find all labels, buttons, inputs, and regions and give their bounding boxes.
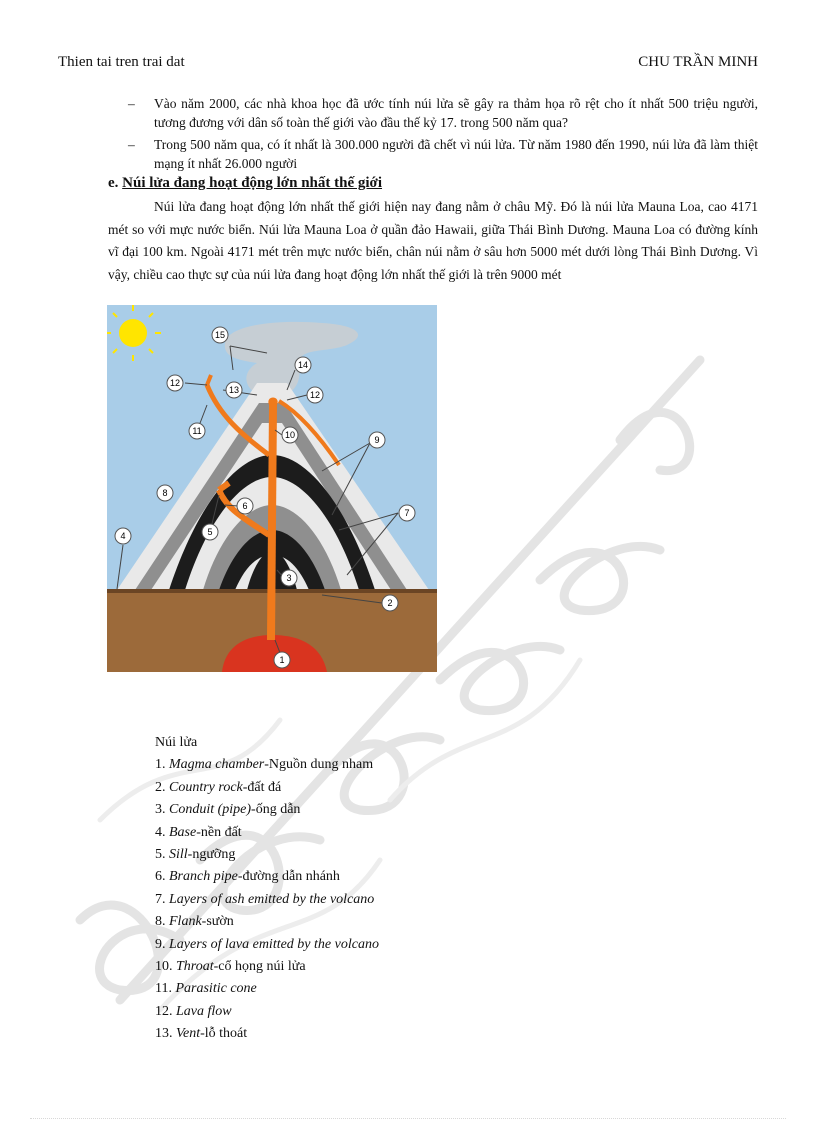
bullet-text: Vào năm 2000, các nhà khoa học đã ước tính núi lửa sẽ gây ra thảm họa rõ rệt cho ít nhất 500 triệu người, tương đương với dân số toàn thế giới vào đầu thế kỷ 17. trong 500 năm qua? — [154, 96, 758, 130]
label-14: 14 — [297, 360, 309, 370]
legend-item: 4. Base-nền đất — [155, 824, 242, 840]
callout-label — [167, 375, 183, 391]
legend-item: 9. Layers of lava emitted by the volcano — [155, 936, 379, 952]
legend-title: Núi lửa — [155, 735, 198, 750]
bullet-item — [108, 94, 758, 132]
header-left-title: Thien tai tren trai dat — [58, 54, 185, 70]
callout-label — [382, 595, 398, 611]
label-11: 11 — [192, 426, 202, 436]
callout-label — [157, 485, 173, 501]
label-2: 2 — [387, 598, 393, 608]
callout-label — [189, 423, 205, 439]
section-letter: e. — [108, 175, 119, 191]
callout-label — [295, 357, 311, 373]
callout-label — [115, 528, 131, 544]
volcano-diagram — [107, 305, 437, 672]
callout-label — [237, 498, 253, 514]
page-bottom-divider — [30, 1118, 786, 1119]
label-3: 3 — [286, 573, 292, 583]
legend-item: 13. Vent-lỗ thoát — [155, 1026, 248, 1042]
label-7: 7 — [404, 508, 410, 518]
legend-item: 3. Conduit (pipe)-ống dẫn — [155, 802, 301, 818]
label-13: 13 — [228, 385, 240, 395]
legend-item: 1. Magma chamber-Nguồn dung nham — [155, 757, 374, 773]
callout-label — [282, 427, 298, 443]
callout-label — [399, 505, 415, 521]
callout-label — [212, 327, 228, 343]
bullet-dash: – — [128, 96, 135, 111]
label-10: 10 — [284, 430, 296, 440]
legend-item: 10. Throat-cổ họng núi lửa — [155, 959, 306, 975]
legend-item: 12. Lava flow — [155, 1003, 232, 1019]
label-12b: 12 — [309, 390, 321, 400]
legend-item: 7. Layers of ash emitted by the volcano — [155, 891, 375, 907]
bullet-item — [108, 135, 758, 173]
label-12: 12 — [169, 378, 181, 388]
body-paragraph: Núi lửa đang hoạt động lớn nhất thế giới hiện nay đang nằm ở châu Mỹ. Đó là núi lửa Mauna Loa, cao 4171 mét so với mực nước biển. Núi lửa Mauna Loa ở quần đảo Hawaii, giữa Thái Bình Dương. Mauna Loa có đường kính vĩ đại 100 km. Ngoài 4171 mét trên mực nước biển, chân núi nằm ở sâu hơn 5000 mét dưới lòng Thái Bình Dương. Vì vậy, chiều cao thực sự của núi lửa đang hoạt động lớn nhất thế giới là trên 9000 mét — [108, 199, 758, 282]
legend-item: 8. Flank-sườn — [155, 914, 234, 930]
bullet-text: Trong 500 năm qua, có ít nhất là 300.000 người đã chết vì núi lửa. Từ năm 1980 đến 1990, núi lửa đã làm thiệt mạng ít nhất 26.000 người — [154, 137, 758, 171]
label-9: 9 — [374, 435, 380, 445]
callout-label — [281, 570, 297, 586]
section-title: Núi lửa đang hoạt động lớn nhất thế giới — [122, 175, 383, 191]
label-8: 8 — [162, 488, 168, 498]
label-1: 1 — [279, 655, 285, 665]
legend-item: 6. Branch pipe-đường dẫn nhánh — [155, 869, 340, 885]
label-6: 6 — [242, 501, 248, 511]
legend-item: 2. Country rock-đất đá — [155, 779, 282, 795]
callout-label — [307, 387, 323, 403]
section-heading — [108, 175, 382, 192]
legend — [155, 732, 379, 1046]
bullet-list — [108, 94, 758, 176]
legend-item: 5. Sill-ngưỡng — [155, 847, 236, 863]
callout-label — [226, 382, 242, 398]
bullet-dash: – — [128, 137, 135, 152]
callout-label — [274, 652, 290, 668]
sun-icon — [119, 319, 147, 347]
label-4: 4 — [120, 531, 126, 541]
callout-label — [369, 432, 385, 448]
label-5: 5 — [207, 527, 213, 537]
label-15: 15 — [214, 330, 226, 340]
legend-item: 11. Parasitic cone — [155, 981, 257, 997]
header-author: CHU TRẦN MINH — [638, 54, 758, 70]
callout-label — [202, 524, 218, 540]
